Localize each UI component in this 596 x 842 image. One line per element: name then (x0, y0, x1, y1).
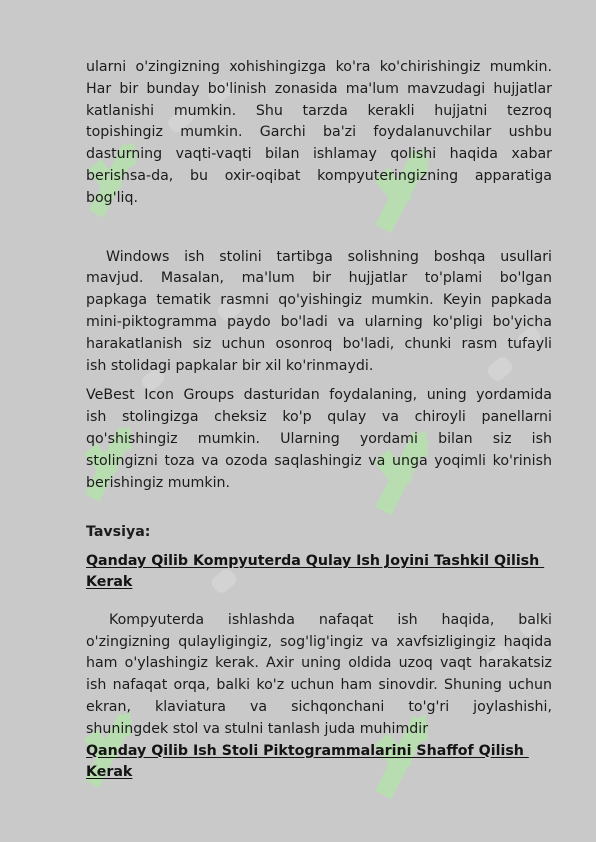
paragraph-line: Har bir bunday bo'linish zonasida ma'lum mavzudagi hujjatlar (86, 80, 552, 97)
paragraph-line: berishsa-da, bu oxir-oqibat kompyuteringizning apparatiga (86, 167, 552, 184)
paragraph-2 (86, 247, 552, 378)
article-link-line[interactable] (86, 762, 552, 783)
article-link-line[interactable] (86, 741, 552, 762)
paragraph-line: stolingizni toza va ozoda saqlashingiz va unga yoqimli ko'rinish (86, 452, 552, 469)
paragraph-line: dasturning vaqti-vaqti bilan ishlamay qolishi haqida xabar (86, 146, 552, 163)
paragraph-line: papkaga tematik rasmni qo'yishingiz mumkin. Keyin papkada (86, 292, 552, 309)
article-link-text[interactable]: Kerak (86, 763, 133, 780)
paragraph-line: ish nafaqat orqa, balki ko'z uchun ham sinovdir. Shuning uchun (86, 677, 552, 694)
paragraph-line: ularni o'zingizning xohishingizga ko'ra ko'chirishingiz mumkin. (86, 59, 552, 75)
paragraph-line: ham o'ylashingiz kerak. Axir uning oldida uzoq vaqt harakatsiz (86, 655, 552, 672)
article-link-text[interactable]: Qanday Qilib Kompyuterda Qulay Ish Joyini Tashkil Qilish (86, 553, 545, 570)
article-link-transparent-icons[interactable] (86, 741, 552, 784)
article-link-workspace[interactable] (86, 551, 552, 594)
paragraph-line: mavjud. Masalan, ma'lum bir hujjatlar to'plami bo'lgan (86, 270, 552, 287)
article-link-line[interactable] (86, 551, 552, 572)
paragraph-line: bog'liq. (86, 189, 138, 206)
paragraph-line: Windows ish stolini tartibga solishning boshqa usullari (106, 248, 552, 265)
paragraph-line: ekran, klaviatura va sichqonchani to'g'ri joylashishi, (86, 698, 552, 715)
paragraph-line: VeBest Icon Groups dasturidan foydalaning, uning yordamida (86, 387, 552, 404)
paragraph-line: ish stolingizga cheksiz ko'p qulay va chiroyli panellarni (86, 409, 552, 426)
paragraph-3 (86, 385, 552, 494)
paragraph-line: ish stolidagi papkalar bir xil ko'rinmaydi. (86, 357, 374, 374)
paragraph-line: Kompyuterda ishlashda nafaqat ish haqida, balki (109, 611, 552, 628)
paragraph-line: topishingiz mumkin. Garchi ba'zi foydalanuvchilar ushbu (86, 124, 552, 141)
article-link-text[interactable]: Qanday Qilib Ish Stoli Piktogrammalarini Shaffof Qilish (86, 742, 529, 759)
paragraph-line: qo'shishingiz mumkin. Ularning yordami bilan siz ish (86, 430, 552, 447)
recommendation-label: Tavsiya: (86, 524, 151, 541)
article-link-line[interactable] (86, 572, 552, 593)
paragraph-line: mini-piktogramma paydo bo'ladi va ularning ko'pligi bo'yicha (86, 313, 552, 330)
document-body (86, 57, 552, 783)
paragraph-1 (86, 57, 552, 210)
paragraph-line: shuningdek stol va stulni tanlash juda muhimdir (86, 720, 429, 737)
article-link-text[interactable]: Kerak (86, 574, 133, 591)
paragraph-line: berishingiz mumkin. (86, 474, 231, 491)
paragraph-line: o'zingizning qulayligingiz, sog'lig'ingiz va xavfsizligingiz haqida (86, 633, 552, 650)
paragraph-line: katlanishi mumkin. Shu tarzda kerakli hujjatni tezroq (86, 102, 552, 119)
paragraph-line: harakatlanish siz uchun osonroq bo'ladi, chunki rasm tufayli (86, 335, 552, 352)
paragraph-4 (86, 610, 552, 741)
